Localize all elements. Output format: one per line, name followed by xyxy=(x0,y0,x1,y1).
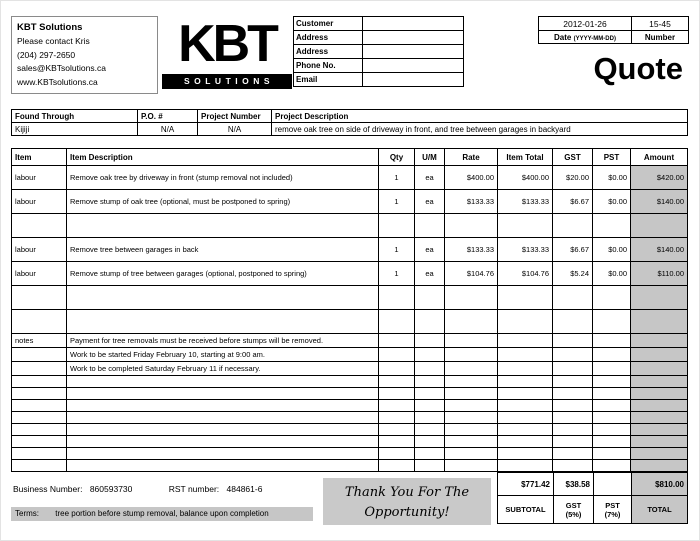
cell-item xyxy=(12,376,67,388)
cell-pst xyxy=(593,286,631,310)
date-format-text: (YYYY-MM-DD) xyxy=(573,35,616,42)
cell-total xyxy=(498,310,553,334)
table-row xyxy=(12,436,688,448)
cell-desc xyxy=(67,310,379,334)
subtotal-label: SUBTOTAL xyxy=(498,496,554,524)
col-header-project-number: Project Number xyxy=(198,110,272,123)
cell-pst xyxy=(593,310,631,334)
cell-pst xyxy=(593,412,631,424)
cell-rate: $400.00 xyxy=(445,166,498,190)
gst-total-value: $38.58 xyxy=(554,473,594,496)
cell-item xyxy=(12,424,67,436)
cell-pst xyxy=(593,376,631,388)
project-header-row xyxy=(12,110,688,123)
cell-item xyxy=(12,388,67,400)
company-phone: (204) 297-2650 xyxy=(17,49,76,60)
cell-item xyxy=(12,362,67,376)
table-row xyxy=(12,166,688,190)
cell-gst xyxy=(553,460,593,472)
cell-desc xyxy=(67,376,379,388)
cell-amount xyxy=(631,334,688,348)
cell-item xyxy=(12,214,67,238)
table-row xyxy=(12,286,688,310)
cell-qty xyxy=(379,424,415,436)
grand-total-value: $810.00 xyxy=(632,473,688,496)
cell-pst xyxy=(593,400,631,412)
totals-labels-row xyxy=(498,496,688,524)
col-header-item: Item xyxy=(12,149,67,166)
cell-total xyxy=(498,376,553,388)
cell-qty xyxy=(379,310,415,334)
cell-item: labour xyxy=(12,190,67,214)
cell-qty: 1 xyxy=(379,166,415,190)
cell-um xyxy=(415,214,445,238)
meta-values-row xyxy=(539,17,689,31)
cell-item xyxy=(12,310,67,334)
cell-total xyxy=(498,348,553,362)
cell-qty xyxy=(379,214,415,238)
cell-um xyxy=(415,412,445,424)
cell-qty xyxy=(379,436,415,448)
field-value-address2 xyxy=(363,45,464,59)
business-number-label: Business Number: xyxy=(13,484,83,494)
field-label-email: Email xyxy=(294,73,363,87)
cell-qty: 1 xyxy=(379,262,415,286)
cell-rate xyxy=(445,448,498,460)
cell-item: notes xyxy=(12,334,67,348)
cell-amount xyxy=(631,310,688,334)
gst-pct-text: (5%) xyxy=(565,509,582,519)
cell-pst xyxy=(593,448,631,460)
po-value: N/A xyxy=(138,123,198,136)
company-logo xyxy=(162,14,292,92)
cell-amount xyxy=(631,348,688,362)
cell-gst: $20.00 xyxy=(553,166,593,190)
business-number-value: 860593730 xyxy=(89,484,133,494)
totals-values-row xyxy=(498,473,688,496)
customer-fields xyxy=(293,16,464,87)
cell-um xyxy=(415,424,445,436)
cell-desc: Remove tree between garages in back xyxy=(67,238,379,262)
cell-total xyxy=(498,286,553,310)
cell-rate xyxy=(445,460,498,472)
cell-desc: Work to be completed Saturday February 11 if necessary. xyxy=(67,362,379,376)
cell-rate: $133.33 xyxy=(445,238,498,262)
cell-pst: $0.00 xyxy=(593,166,631,190)
cell-desc: Payment for tree removals must be received before stumps will be removed. xyxy=(67,334,379,348)
cell-pst xyxy=(593,214,631,238)
table-row xyxy=(12,262,688,286)
cell-rate xyxy=(445,376,498,388)
company-email: sales@KBTsolutions.ca xyxy=(17,63,106,74)
found-through-value: Kijiji xyxy=(12,123,138,136)
cell-rate xyxy=(445,388,498,400)
number-label: Number xyxy=(632,31,689,44)
cell-rate xyxy=(445,310,498,334)
customer-row xyxy=(294,17,464,31)
cell-amount xyxy=(631,400,688,412)
cell-um xyxy=(415,286,445,310)
table-row xyxy=(12,190,688,214)
cell-total xyxy=(498,400,553,412)
cell-desc xyxy=(67,388,379,400)
cell-desc: Work to be started Friday February 10, starting at 9:00 am. xyxy=(67,348,379,362)
cell-qty: 1 xyxy=(379,238,415,262)
cell-pst: $0.00 xyxy=(593,190,631,214)
cell-pst xyxy=(593,388,631,400)
cell-total xyxy=(498,448,553,460)
cell-qty xyxy=(379,376,415,388)
col-header-item-total: Item Total xyxy=(498,149,553,166)
rst-value: 484861-6 xyxy=(226,484,263,494)
cell-rate: $133.33 xyxy=(445,190,498,214)
cell-item xyxy=(12,436,67,448)
terms-label: Terms: xyxy=(15,509,39,518)
cell-total xyxy=(498,412,553,424)
items-body xyxy=(12,166,688,472)
col-header-gst: GST xyxy=(553,149,593,166)
table-row xyxy=(12,238,688,262)
page-title: Quote xyxy=(593,51,683,86)
cell-um xyxy=(415,310,445,334)
customer-row xyxy=(294,73,464,87)
cell-total: $133.33 xyxy=(498,238,553,262)
meta-labels-row xyxy=(539,31,689,44)
cell-total: $133.33 xyxy=(498,190,553,214)
cell-desc xyxy=(67,412,379,424)
field-label-address1: Address xyxy=(294,31,363,45)
cell-qty xyxy=(379,412,415,424)
cell-qty xyxy=(379,400,415,412)
field-label-address2: Address xyxy=(294,45,363,59)
cell-item xyxy=(12,286,67,310)
cell-pst: $0.00 xyxy=(593,238,631,262)
customer-row xyxy=(294,31,464,45)
cell-qty xyxy=(379,362,415,376)
table-row xyxy=(12,310,688,334)
cell-qty xyxy=(379,460,415,472)
date-label-text: Date xyxy=(554,32,572,42)
cell-um: ea xyxy=(415,166,445,190)
cell-amount: $420.00 xyxy=(631,166,688,190)
logo-subtext: SOLUTIONS xyxy=(162,74,292,89)
cell-total xyxy=(498,334,553,348)
col-header-project-description: Project Description xyxy=(272,110,688,123)
project-table xyxy=(11,109,688,136)
date-label xyxy=(539,31,632,44)
cell-pst xyxy=(593,436,631,448)
cell-item xyxy=(12,412,67,424)
cell-um: ea xyxy=(415,238,445,262)
cell-um xyxy=(415,460,445,472)
cell-qty xyxy=(379,448,415,460)
gst-total-label xyxy=(554,496,594,524)
table-row xyxy=(12,400,688,412)
cell-amount xyxy=(631,448,688,460)
cell-rate xyxy=(445,348,498,362)
cell-amount xyxy=(631,376,688,388)
cell-amount: $110.00 xyxy=(631,262,688,286)
cell-desc: Remove stump of oak tree (optional, must be postponed to spring) xyxy=(67,190,379,214)
table-row xyxy=(12,214,688,238)
cell-um xyxy=(415,436,445,448)
cell-pst xyxy=(593,424,631,436)
table-row xyxy=(12,460,688,472)
cell-amount: $140.00 xyxy=(631,238,688,262)
table-row xyxy=(12,388,688,400)
project-description-value: remove oak tree on side of driveway in front, and tree between garages in backyard xyxy=(272,123,688,136)
field-value-email xyxy=(363,73,464,87)
cell-desc xyxy=(67,436,379,448)
logo-text: KBT xyxy=(178,15,276,73)
col-header-qty: Qty xyxy=(379,149,415,166)
cell-amount xyxy=(631,424,688,436)
company-contact: Please contact Kris xyxy=(17,36,90,47)
cell-rate xyxy=(445,286,498,310)
project-data-row xyxy=(12,123,688,136)
cell-rate xyxy=(445,424,498,436)
cell-gst xyxy=(553,362,593,376)
col-header-amount: Amount xyxy=(631,149,688,166)
cell-rate xyxy=(445,214,498,238)
cell-pst xyxy=(593,362,631,376)
cell-gst xyxy=(553,412,593,424)
cell-item xyxy=(12,460,67,472)
cell-rate xyxy=(445,412,498,424)
pst-total-label xyxy=(594,496,632,524)
cell-qty: 1 xyxy=(379,190,415,214)
rst-label: RST number: xyxy=(168,484,220,494)
cell-item xyxy=(12,448,67,460)
field-label-phone: Phone No. xyxy=(294,59,363,73)
cell-rate xyxy=(445,436,498,448)
customer-row xyxy=(294,59,464,73)
cell-total xyxy=(498,214,553,238)
cell-item xyxy=(12,348,67,362)
cell-amount xyxy=(631,388,688,400)
cell-gst: $6.67 xyxy=(553,238,593,262)
cell-um xyxy=(415,348,445,362)
cell-gst xyxy=(553,286,593,310)
cell-um xyxy=(415,376,445,388)
items-table xyxy=(11,148,688,472)
cell-desc: Remove oak tree by driveway in front (stump removal not included) xyxy=(67,166,379,190)
cell-amount xyxy=(631,412,688,424)
field-value-phone xyxy=(363,59,464,73)
cell-gst xyxy=(553,214,593,238)
company-name: KBT Solutions xyxy=(17,22,83,33)
items-header-row xyxy=(12,149,688,166)
cell-rate: $104.76 xyxy=(445,262,498,286)
cell-gst xyxy=(553,334,593,348)
cell-total: $400.00 xyxy=(498,166,553,190)
col-header-pst: PST xyxy=(593,149,631,166)
cell-qty xyxy=(379,334,415,348)
cell-um xyxy=(415,388,445,400)
cell-um xyxy=(415,448,445,460)
pst-pct-text: (7%) xyxy=(604,509,621,519)
cell-pst: $0.00 xyxy=(593,262,631,286)
table-row xyxy=(12,448,688,460)
thank-you-line2: Opportunity! xyxy=(364,505,450,521)
col-header-um: U/M xyxy=(415,149,445,166)
cell-gst xyxy=(553,348,593,362)
col-header-po: P.O. # xyxy=(138,110,198,123)
cell-gst xyxy=(553,310,593,334)
cell-pst xyxy=(593,334,631,348)
cell-item xyxy=(12,400,67,412)
cell-total: $104.76 xyxy=(498,262,553,286)
gst-label-text: GST xyxy=(565,500,582,510)
cell-rate xyxy=(445,400,498,412)
terms-text: tree portion before stump removal, balance upon completion xyxy=(55,509,269,518)
grand-total-label: TOTAL xyxy=(632,496,688,524)
cell-um xyxy=(415,400,445,412)
cell-item: labour xyxy=(12,238,67,262)
cell-total xyxy=(498,388,553,400)
table-row xyxy=(12,334,688,348)
table-row xyxy=(12,348,688,362)
cell-qty xyxy=(379,286,415,310)
cell-gst xyxy=(553,388,593,400)
cell-amount xyxy=(631,436,688,448)
table-row xyxy=(12,376,688,388)
cell-total xyxy=(498,424,553,436)
customer-row xyxy=(294,45,464,59)
cell-gst xyxy=(553,448,593,460)
cell-gst xyxy=(553,424,593,436)
field-value-address1 xyxy=(363,31,464,45)
col-header-rate: Rate xyxy=(445,149,498,166)
cell-desc xyxy=(67,460,379,472)
pst-label-text: PST xyxy=(605,500,620,510)
cell-amount xyxy=(631,214,688,238)
cell-item: labour xyxy=(12,166,67,190)
cell-amount xyxy=(631,286,688,310)
cell-um: ea xyxy=(415,262,445,286)
cell-rate xyxy=(445,334,498,348)
cell-total xyxy=(498,460,553,472)
cell-qty xyxy=(379,348,415,362)
cell-desc xyxy=(67,448,379,460)
cell-item: labour xyxy=(12,262,67,286)
cell-gst: $6.67 xyxy=(553,190,593,214)
thank-you-box xyxy=(323,478,491,525)
cell-total xyxy=(498,362,553,376)
cell-gst xyxy=(553,376,593,388)
field-label-customer: Customer xyxy=(294,17,363,31)
cell-gst xyxy=(553,400,593,412)
quote-meta xyxy=(538,16,689,44)
cell-amount xyxy=(631,362,688,376)
cell-desc xyxy=(67,286,379,310)
cell-pst xyxy=(593,460,631,472)
pst-total-value xyxy=(594,473,632,496)
cell-um xyxy=(415,334,445,348)
table-row xyxy=(12,412,688,424)
cell-desc xyxy=(67,214,379,238)
business-numbers xyxy=(13,484,262,494)
thank-you-line1: Thank You For The xyxy=(344,485,470,500)
field-value-customer xyxy=(363,17,464,31)
cell-gst: $5.24 xyxy=(553,262,593,286)
cell-desc: Remove stump of tree between garages (optional, postponed to spring) xyxy=(67,262,379,286)
cell-desc xyxy=(67,400,379,412)
cell-um: ea xyxy=(415,190,445,214)
cell-gst xyxy=(553,436,593,448)
date-value: 2012-01-26 xyxy=(539,17,632,31)
col-header-item-description: Item Description xyxy=(67,149,379,166)
cell-pst xyxy=(593,348,631,362)
col-header-found-through: Found Through xyxy=(12,110,138,123)
cell-amount: $140.00 xyxy=(631,190,688,214)
company-website: www.KBTsolutions.ca xyxy=(17,76,98,87)
cell-qty xyxy=(379,388,415,400)
terms-bar xyxy=(11,507,313,521)
cell-rate xyxy=(445,362,498,376)
table-row xyxy=(12,424,688,436)
table-row xyxy=(12,362,688,376)
cell-amount xyxy=(631,460,688,472)
subtotal-value: $771.42 xyxy=(498,473,554,496)
cell-desc xyxy=(67,424,379,436)
totals-table xyxy=(497,472,688,524)
cell-total xyxy=(498,436,553,448)
project-number-value: N/A xyxy=(198,123,272,136)
cell-um xyxy=(415,362,445,376)
company-info xyxy=(11,16,158,94)
number-value: 15-45 xyxy=(632,17,689,31)
